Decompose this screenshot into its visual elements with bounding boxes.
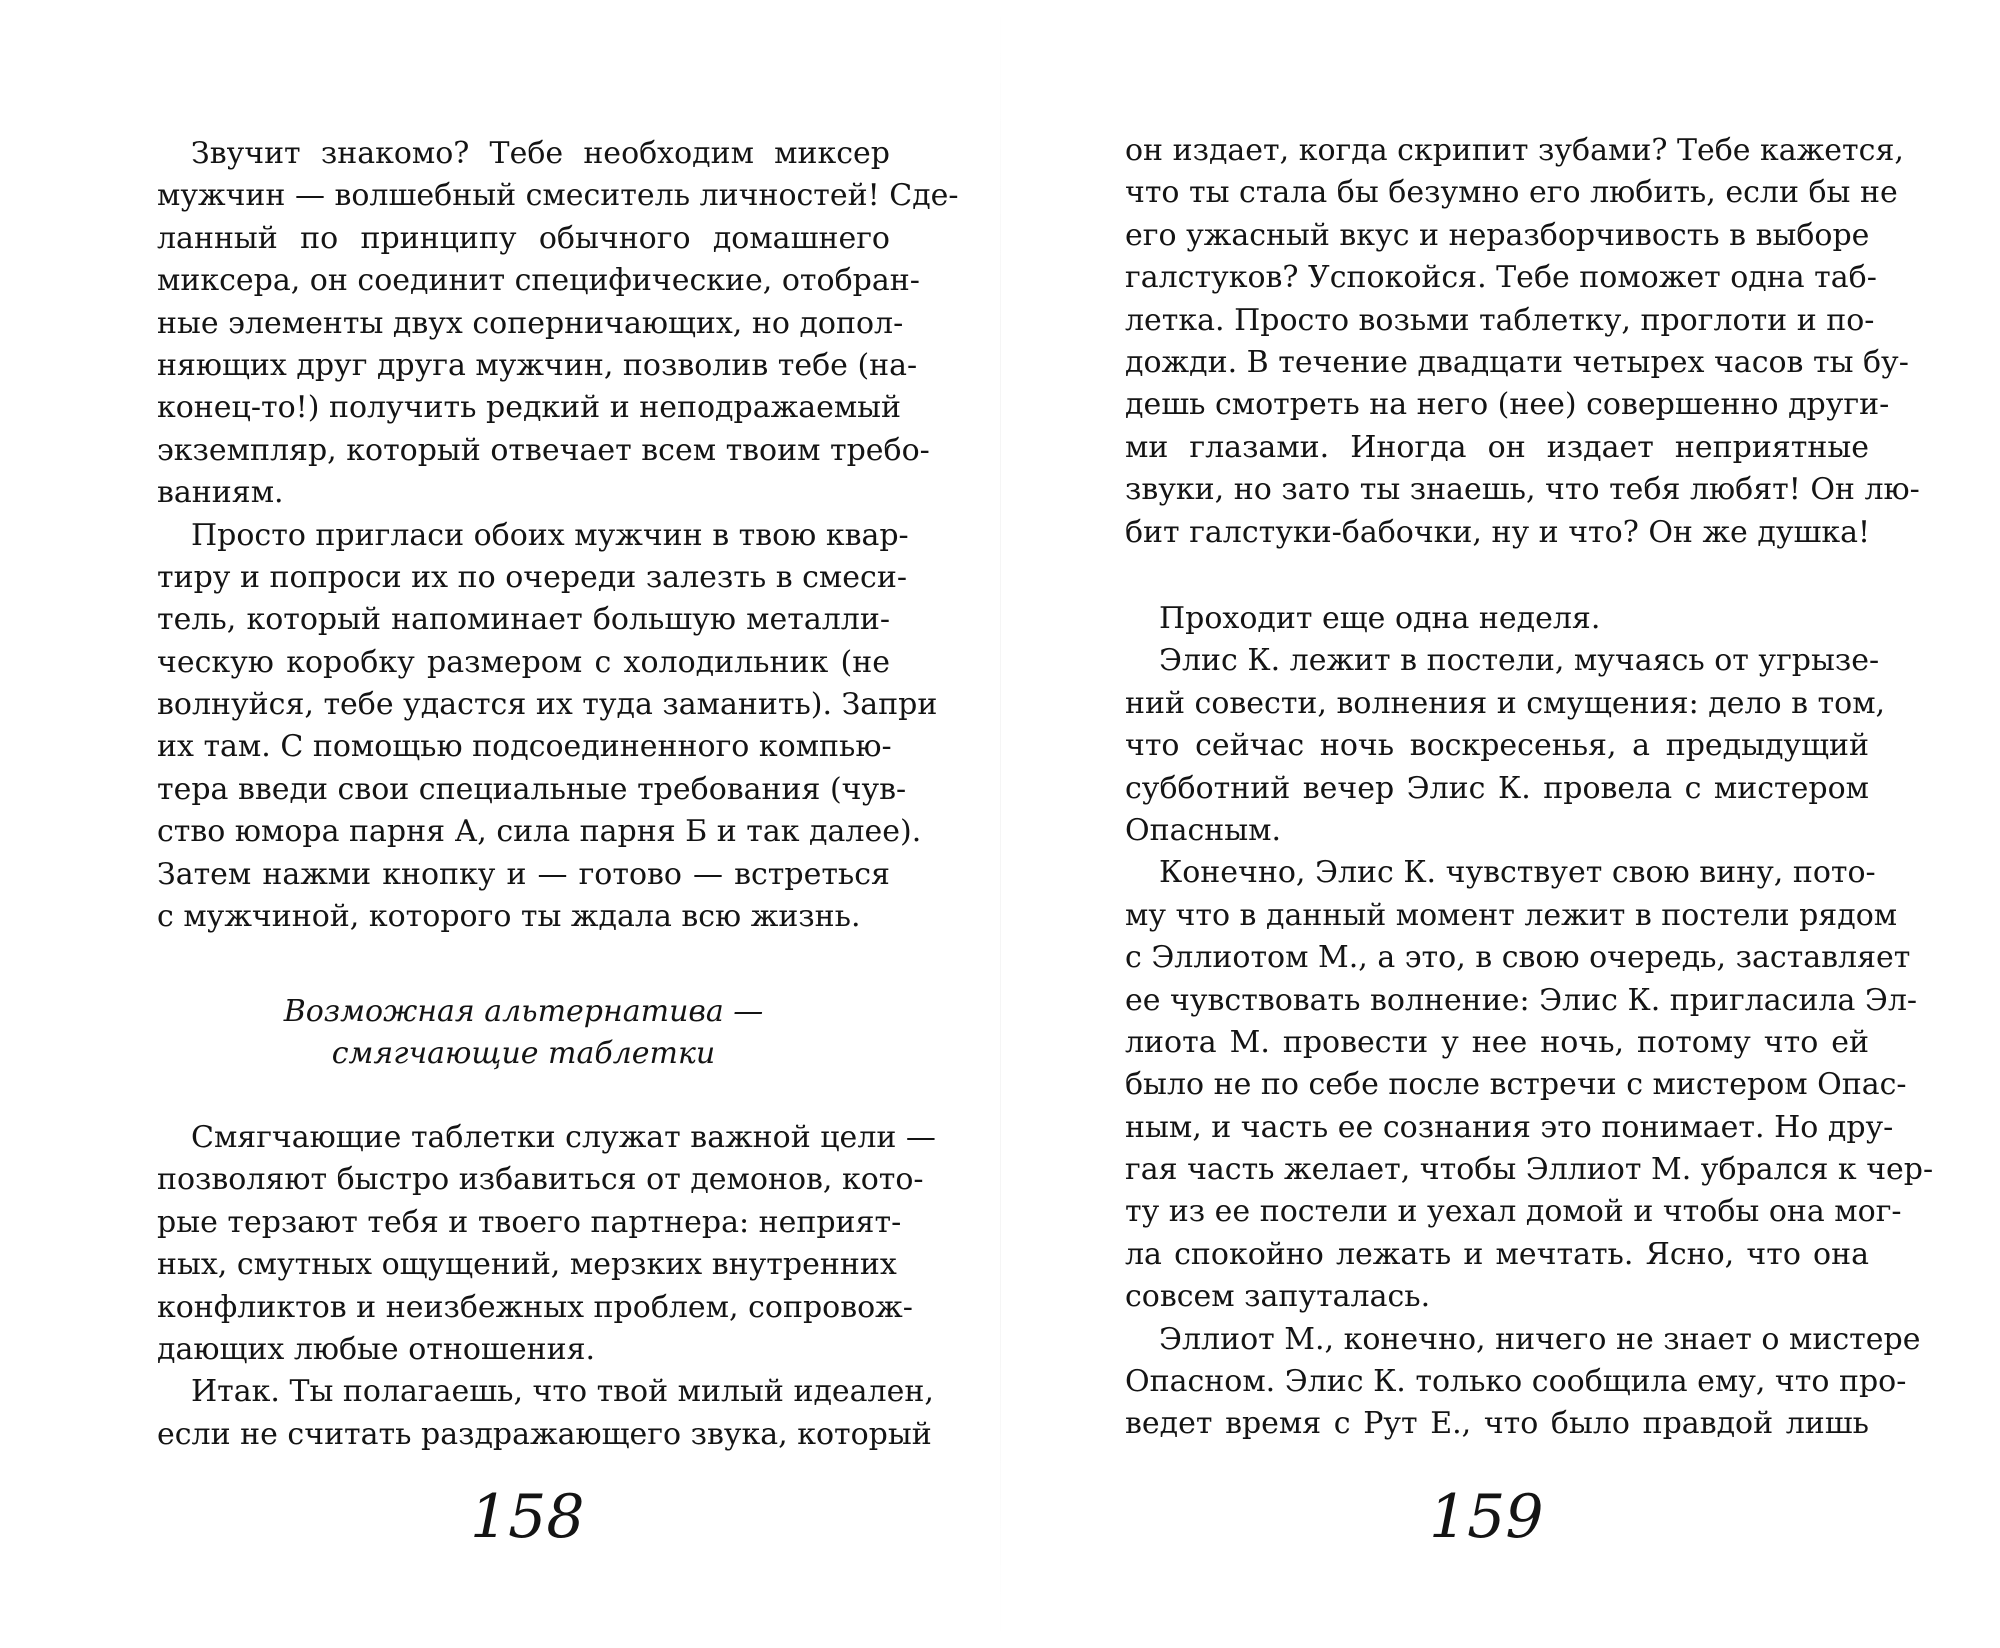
text-line: волнуйся, тебе удастся их туда заманить). Запри [157,687,938,723]
text-line: миксера, он соединит специфические, отобран- [157,263,920,299]
text-line: Опасном. Элис К. только сообщила ему, что про- [1125,1364,1907,1400]
section-heading [157,991,890,1075]
heading-line: Возможная альтернатива — [283,994,764,1029]
heading-line: смягчающие таблетки [331,1036,716,1071]
text-line: Просто пригласи обоих мужчин в твою квар- [191,517,909,553]
text-line: было не по себе после встречи с мистером Опас- [1125,1067,1907,1103]
text-line: Эллиот М., конечно, ничего не знает о мистере [1159,1321,1921,1357]
text-line: ла спокойно лежать и мечтать. Ясно, что она [1125,1236,1869,1272]
text-line: звуки, но зато ты знаешь, что тебя любят! Он лю- [1125,472,1920,508]
text-line: если не считать раздражающего звука, который [157,1416,932,1452]
text-line: позволяют быстро избавиться от демонов, кото- [157,1162,924,1198]
text-line: экземпляр, который отвечает всем твоим требо- [157,432,930,468]
right-paragraph-2 [1125,598,1869,640]
text-line: конфликтов и неизбежных проблем, сопровож- [157,1289,913,1325]
right-paragraph-3 [1125,640,1886,852]
text-line: Затем нажми кнопку и — готово — встреться [157,856,890,892]
book-gutter [1000,0,1001,1648]
text-line: что сейчас ночь воскресенья, а предыдущий [1125,728,1869,764]
left-paragraph-2 [157,515,938,939]
text-line: он издает, когда скрипит зубами? Тебе кажется, [1125,133,1904,168]
text-line: совсем запуталась. [1125,1279,1431,1315]
text-line: ми глазами. Иногда он издает неприятные [1125,429,1869,465]
text-line: летка. Просто возьми таблетку, проглоти и по- [1125,302,1875,338]
text-line: ных, смутных ощущений, мерзких внутренних [157,1247,897,1283]
text-line: тера введи свои специальные требования (чув- [157,771,907,807]
text-line: лиота М. провести у нее ночь, потому что ей [1125,1024,1869,1060]
text-line: му что в данный момент лежит в постели рядом [1125,897,1898,933]
text-line: Смягчающие таблетки служат важной цели — [191,1120,936,1155]
text-line: их там. С помощью подсоединенного компью- [157,729,892,765]
left-body-top [157,133,959,938]
text-line: ее чувствовать волнение: Элис К. пригласила Эл- [1125,982,1918,1018]
left-paragraph-3 [157,1117,936,1371]
text-line: ным, и часть ее сознания это понимает. Но дру- [1125,1109,1894,1145]
page-number-right: 159 [1429,1482,1544,1552]
text-line: Опасным. [1125,812,1282,848]
text-line: дающих любые отношения. [157,1331,596,1367]
right-paragraph-4 [1125,852,1934,1318]
left-paragraph-4 [157,1371,934,1456]
text-line: конец-то!) получить редкий и неподражаемый [157,390,902,426]
text-line: Проходит еще одна неделя. [1159,601,1601,636]
text-line: ту из ее постели и уехал домой и чтобы она мог- [1125,1194,1902,1230]
right-body-top [1125,130,1920,554]
right-body-bottom [1125,598,1934,1446]
text-line: ланный по принципу обычного домашнего [157,220,890,256]
page-number-left: 158 [470,1482,585,1552]
text-line: с Эллиотом М., а это, в свою очередь, заставляет [1125,940,1911,976]
text-line: дожди. В течение двадцати четырех часов ты бу- [1125,344,1909,380]
text-line: субботний вечер Элис К. провела с мистером [1125,770,1869,806]
text-line: дешь смотреть на него (нее) совершенно други- [1125,387,1890,423]
left-paragraph-1 [157,133,959,515]
text-line: Элис К. лежит в постели, мучаясь от угрызе- [1159,643,1880,679]
text-line: что ты стала бы безумно его любить, если бы не [1125,175,1898,211]
text-line: его ужасный вкус и неразборчивость в выборе [1125,217,1870,253]
text-line: гая часть желает, чтобы Эллиот М. убрался к чер- [1125,1152,1934,1188]
text-line: рые терзают тебя и твоего партнера: неприят- [157,1204,902,1240]
text-line: ные элементы двух соперничающих, но допол- [157,305,904,341]
text-line: ний совести, волнения и смущения: дело в том, [1125,685,1886,721]
right-paragraph-1 [1125,130,1920,554]
left-body-bottom [157,1117,936,1456]
text-line: тель, который напоминает большую металли- [157,602,890,638]
right-paragraph-5 [1125,1319,1921,1446]
text-line: Итак. Ты полагаешь, что твой милый идеален, [191,1374,934,1410]
text-line: тиру и попроси их по очереди залезть в смеси- [157,559,907,595]
text-line: Звучит знакомо? Тебе необходим миксер [191,136,890,171]
text-line: ство юмора парня А, сила парня Б и так далее). [157,814,922,850]
text-line: няющих друг друга мужчин, позволив тебе (на- [157,347,918,383]
text-line: с мужчиной, которого ты ждала всю жизнь. [157,899,861,935]
text-line: ваниям. [157,475,284,511]
text-line: мужчин — волшебный смеситель личностей! Сде- [157,178,959,214]
text-line: галстуков? Успокойся. Тебе поможет одна таб- [1125,260,1877,296]
text-line: Конечно, Элис К. чувствует свою вину, пото- [1159,855,1876,891]
text-line: бит галстуки-бабочки, ну и что? Он же душка! [1125,514,1871,550]
text-line: ведет время с Рут Е., что было правдой лишь [1125,1406,1869,1442]
text-line: ческую коробку размером с холодильник (не [157,644,890,680]
